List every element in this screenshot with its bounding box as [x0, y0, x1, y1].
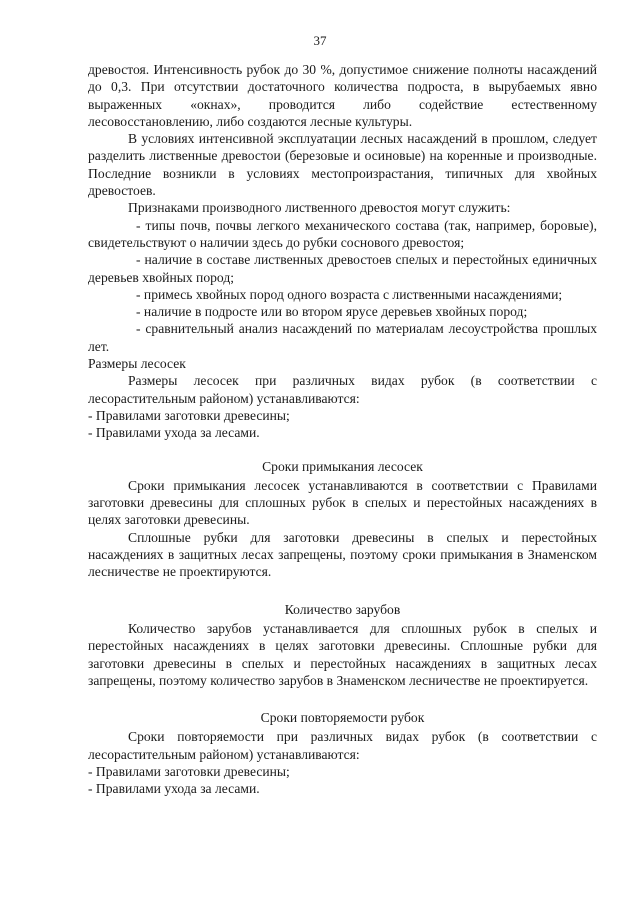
list-item-comparative-analysis: - сравнительный анализ насаждений по материалам лесоустройства прошлых лет. [88, 321, 597, 354]
paragraph-repeat-period: Сроки повторяемости при различных видах рубок (в соответствии с лесорастительным районом) устанавливаются: [88, 729, 597, 762]
list-item-undergrowth: - наличие в подросте или во втором ярусе деревьев хвойных пород; [136, 304, 528, 320]
list-item-single-conifers: - наличие в составе лиственных древостоев спелых и перестойных единичных деревьев хвойных пород; [88, 252, 597, 285]
section-heading-cut-count: Количество зарубов [284, 601, 401, 617]
section-heading-repeat-period: Сроки повторяемости рубок [260, 710, 425, 726]
subheading-cutting-area-sizes: Размеры лесосек [88, 356, 186, 372]
paragraph-adjacency-prohibited: Сплошные рубки для заготовки древесины в спелых и перестойных насаждениях в защитных лесах запрещены, поэтому сроки примыкания в Знаменском лесничестве не проектируются. [88, 529, 597, 580]
paragraph-intensity: древостоя. Интенсивность рубок до 30 %, допустимое снижение полноты насаждений до 0,3. При отсутствии достаточного количества подроста, в вырубаемых явно выраженных «окнах», проводится либо содействие естественному лесовосстановлению, либо создаются лесные культуры. [88, 62, 597, 129]
list-item-harvesting-rules: - Правилами заготовки древесины; [88, 407, 290, 423]
paragraph-cut-count: Количество зарубов устанавливается для сплошных рубок в спелых и перестойных насаждениях в целях заготовки древесины. Сплошные рубки для заготовки древесины в спелых и перестойных насаждениях в защитных лесах запрещены, поэтому количество зарубов в Знаменском лесничестве не проектируется. [88, 620, 597, 688]
paragraph-adjacency-rules: Сроки примыкания лесосек устанавливаются в соответствии с Правилами заготовки древесины для сплошных рубок в спелых и перестойных насаждениях в целях заготовки древесины. [88, 477, 597, 528]
section-heading-adjacency: Сроки примыкания лесосек [262, 458, 423, 474]
text-column [88, 61, 597, 798]
list-item-soil-types: - типы почв, почвы легкого механического состава (так, например, боровые), свидетельствуют о наличии здесь до рубки соснового древостоя; [88, 217, 597, 250]
paragraph-deciduous-split: В условиях интенсивной эксплуатации лесных насаждений в прошлом, следует разделить лиственные древостои (березовые и осиновые) на коренные и производные. Последние возникли в условиях местопроизрастания, типичных для хвойных древостоев. [88, 131, 597, 199]
page-number: 37 [313, 33, 327, 48]
list-item-harvesting-rules-2: - Правилами заготовки древесины; [88, 763, 290, 779]
list-item-forest-care-rules: - Правилами ухода за лесами. [88, 425, 260, 441]
paragraph-cutting-area-sizes: Размеры лесосек при различных видах рубок (в соответствии с лесорастительным районом) устанавливаются: [88, 373, 597, 406]
list-item-conifer-admixture: - примесь хвойных пород одного возраста с лиственными насаждениями; [136, 286, 563, 302]
list-item-forest-care-rules-2: - Правилами ухода за лесами. [88, 781, 260, 797]
paragraph-signs-intro: Признаками производного лиственного древостоя могут служить: [128, 200, 511, 216]
